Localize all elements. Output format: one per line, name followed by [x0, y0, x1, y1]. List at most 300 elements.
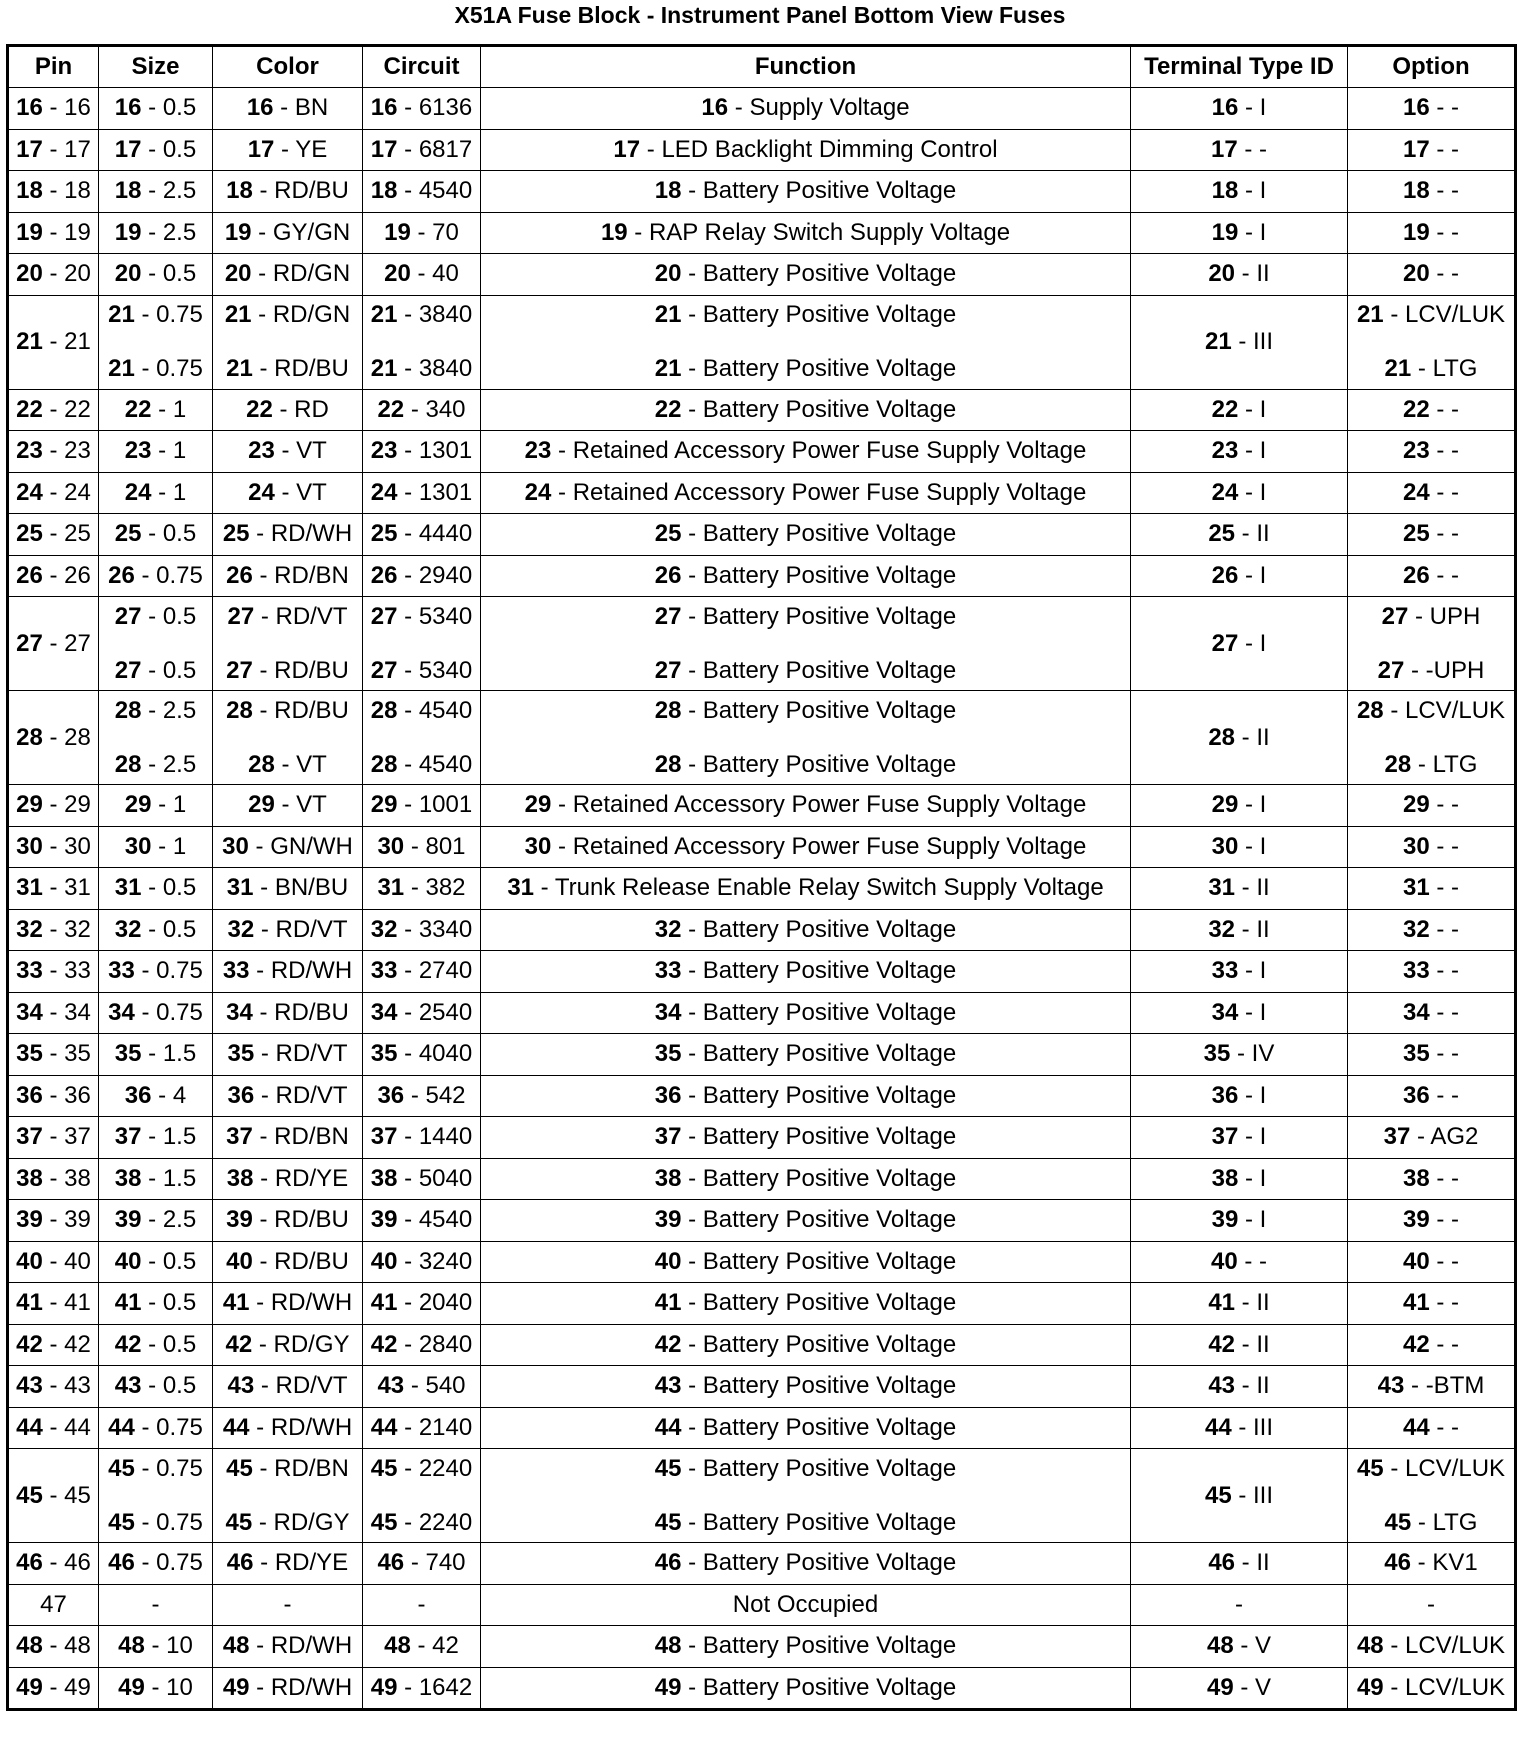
cell-value: - RD/YE	[253, 1164, 349, 1192]
cell-value: - I	[1238, 1206, 1267, 1234]
function-cell	[481, 1200, 1131, 1242]
pin-number-prefix: 29	[248, 791, 275, 819]
pin-number-prefix: 23	[524, 437, 552, 465]
cell-value: - RD/GN	[251, 260, 351, 288]
pin-number-prefix: 48	[222, 1632, 250, 1660]
pin-number-prefix: 45	[226, 1454, 253, 1482]
pin-number-prefix: 43	[1377, 1372, 1405, 1400]
table-row	[8, 1241, 1516, 1283]
pin-number-prefix: 20	[384, 260, 411, 288]
cell-line	[216, 356, 359, 382]
pin-number-prefix: 21	[1356, 301, 1384, 328]
cell-line	[366, 698, 477, 724]
pin-cell	[8, 1117, 99, 1159]
pin-number-prefix: 19	[1211, 218, 1239, 246]
cell-value: - Battery Positive Voltage	[681, 1508, 957, 1536]
pin-number-prefix: 34	[16, 998, 43, 1026]
pin-number-prefix: 32	[1402, 915, 1430, 943]
option-cell	[1348, 254, 1516, 296]
pin-number-prefix: 25	[1208, 520, 1236, 548]
pin-number-prefix: 36	[1211, 1081, 1239, 1109]
cell-value: - RD/YE	[253, 1549, 349, 1577]
circuit-cell	[363, 597, 481, 691]
cell-line	[216, 1166, 359, 1192]
cell-line	[216, 1207, 359, 1233]
cell-value: - Battery Positive Voltage	[681, 1372, 957, 1400]
cell-line	[484, 480, 1127, 506]
cell-value: - 0.5	[141, 1289, 197, 1317]
cell-value: - Battery Positive Voltage	[681, 998, 957, 1026]
cell-line	[484, 1166, 1127, 1192]
cell-value: - I	[1238, 177, 1267, 205]
pin-number-prefix: 16	[701, 94, 729, 122]
pin-number-prefix: 43	[654, 1372, 682, 1400]
pin-number-prefix: 30	[222, 832, 249, 860]
cell-value: - I	[1238, 629, 1267, 657]
cell-value: - 2240	[397, 1454, 473, 1482]
cell-line	[216, 1124, 359, 1150]
cell-value: - RD/BN	[252, 561, 349, 589]
cell-line	[366, 1207, 477, 1233]
option-cell	[1348, 597, 1516, 691]
pin-number-prefix: 48	[118, 1632, 145, 1660]
size-cell	[99, 472, 213, 514]
cell-value: - 34	[42, 998, 91, 1026]
cell-line	[102, 1332, 209, 1358]
pin-number-prefix: 17	[1402, 135, 1430, 163]
pin-number-prefix: 44	[654, 1413, 682, 1441]
cell-value: - 49	[42, 1673, 91, 1701]
column-header-circuit: Circuit	[363, 46, 481, 88]
cell-value: - RD/VT	[254, 1372, 348, 1400]
function-cell	[481, 1158, 1131, 1200]
table-row	[8, 431, 1516, 473]
option-cell	[1348, 785, 1516, 827]
cell-line	[1351, 178, 1511, 204]
option-cell	[1348, 951, 1516, 993]
pin-number-prefix: 48	[1206, 1632, 1234, 1660]
pin-number-prefix: 49	[654, 1673, 682, 1701]
cell-value: - Battery Positive Voltage	[681, 656, 957, 684]
pin-number-prefix: 20	[114, 260, 142, 288]
pin-cell	[8, 1200, 99, 1242]
pin-number-prefix: 46	[226, 1549, 254, 1577]
pin-number-prefix: 34	[108, 998, 135, 1026]
pin-number-prefix: 27	[654, 602, 682, 630]
cell-line	[216, 1290, 359, 1316]
option-cell	[1348, 389, 1516, 431]
function-cell	[481, 597, 1131, 691]
pin-number-prefix: 26	[16, 561, 43, 589]
pin-number-prefix: 18	[16, 177, 43, 205]
size-cell	[99, 129, 213, 171]
terminal-type-cell	[1131, 1543, 1348, 1585]
pin-number-prefix: 32	[1208, 915, 1236, 943]
circuit-cell	[363, 1449, 481, 1543]
size-cell	[99, 514, 213, 556]
option-cell	[1348, 1158, 1516, 1200]
function-cell	[481, 1407, 1131, 1449]
cell-value: - 3240	[397, 1247, 473, 1275]
circuit-cell	[363, 691, 481, 785]
pin-number-prefix: 42	[654, 1330, 682, 1358]
pin-number-prefix: 30	[124, 832, 152, 860]
color-cell	[213, 1543, 363, 1585]
cell-value: - 4	[151, 1081, 187, 1109]
pin-number-prefix: 28	[370, 696, 398, 724]
cell-value: - -	[1429, 874, 1460, 902]
cell-value: - LTG	[1411, 750, 1478, 778]
pin-cell	[8, 389, 99, 431]
cell-value: - 0.5	[141, 874, 197, 902]
cell-value: - 0.75	[134, 1413, 203, 1441]
cell-line	[216, 792, 359, 818]
pin-number-prefix: 42	[225, 1330, 253, 1358]
option-cell	[1348, 1075, 1516, 1117]
pin-number-prefix: 40	[654, 1247, 682, 1275]
pin-number-prefix: 27	[227, 602, 255, 630]
cell-value: - RD/WH	[249, 520, 353, 548]
terminal-type-cell	[1131, 1626, 1348, 1668]
pin-number-prefix: 45	[16, 1481, 43, 1509]
size-cell	[99, 88, 213, 130]
cell-value: - Battery Positive Voltage	[681, 1164, 957, 1192]
pin-number-prefix: 20	[1402, 260, 1430, 288]
pin-cell	[8, 909, 99, 951]
cell-line	[216, 1000, 359, 1026]
pin-number-prefix: 32	[114, 915, 142, 943]
circuit-cell	[363, 1200, 481, 1242]
pin-number-prefix: 26	[108, 561, 135, 589]
pin-cell	[8, 597, 99, 691]
cell-line	[1351, 1249, 1511, 1275]
pin-number-prefix: 42	[114, 1330, 142, 1358]
cell-value: - Battery Positive Voltage	[681, 602, 957, 630]
cell-line	[366, 563, 477, 589]
cell-line	[102, 521, 209, 547]
cell-line	[1351, 137, 1511, 163]
pin-number-prefix: 48	[16, 1632, 43, 1660]
option-cell	[1348, 1584, 1516, 1626]
cell-value: - 1	[151, 437, 187, 465]
cell-value: - 340	[404, 395, 466, 423]
pin-number-prefix: 27	[370, 656, 398, 684]
circuit-cell	[363, 951, 481, 993]
pin-number-prefix: 28	[114, 750, 142, 778]
circuit-cell	[363, 992, 481, 1034]
cell-value: - Battery Positive Voltage	[681, 1040, 957, 1068]
pin-number-prefix: 28	[114, 696, 142, 724]
cell-line	[484, 178, 1127, 204]
size-cell	[99, 992, 213, 1034]
cell-value: - 0.75	[134, 957, 203, 985]
cell-value: - I	[1238, 998, 1267, 1026]
cell-value: - 23	[42, 437, 91, 465]
cell-value: - 4540	[397, 696, 473, 724]
cell-value: - 1	[151, 791, 187, 819]
pin-number-prefix: 36	[16, 1081, 43, 1109]
pin-cell	[8, 1543, 99, 1585]
pin-number-prefix: 17	[114, 135, 142, 163]
pin-number-prefix: 33	[370, 957, 398, 985]
cell-line	[366, 1633, 477, 1659]
pin-number-prefix: 25	[654, 520, 682, 548]
cell-line	[102, 792, 209, 818]
table-row	[8, 472, 1516, 514]
color-cell	[213, 597, 363, 691]
pin-number-prefix: 37	[1211, 1123, 1239, 1151]
function-cell	[481, 785, 1131, 827]
pin-number-prefix: 22	[377, 395, 405, 423]
pin-cell	[8, 691, 99, 785]
cell-line	[216, 1550, 359, 1576]
cell-line	[366, 1000, 477, 1026]
terminal-type-cell	[1131, 1366, 1348, 1408]
pin-cell	[8, 472, 99, 514]
cell-value: - 24	[42, 478, 91, 506]
color-cell	[213, 295, 363, 389]
cell-value: - -	[1429, 1164, 1460, 1192]
cell-value: - V	[1233, 1673, 1272, 1701]
option-cell	[1348, 1407, 1516, 1449]
cell-line	[366, 958, 477, 984]
cell-line	[102, 1456, 209, 1482]
circuit-cell	[363, 88, 481, 130]
cell-value: - 0.75	[134, 1454, 203, 1482]
cell-line	[366, 95, 477, 121]
pin-number-prefix: 28	[654, 750, 682, 778]
cell-value: - I	[1238, 561, 1267, 589]
terminal-type-cell	[1131, 129, 1348, 171]
pin-number-prefix: 22	[654, 395, 682, 423]
cell-value: - I	[1238, 1123, 1267, 1151]
cell-value: - 2.5	[141, 696, 197, 724]
pin-number-prefix: 46	[1384, 1549, 1411, 1577]
pin-number-prefix: 27	[1377, 656, 1405, 684]
cell-line	[484, 1592, 1127, 1618]
table-row	[8, 597, 1516, 691]
size-cell	[99, 1366, 213, 1408]
circuit-cell	[363, 1366, 481, 1408]
pin-number-prefix: 44	[108, 1413, 135, 1441]
pin-number-prefix: 23	[1211, 437, 1239, 465]
cell-value: - 2940	[397, 561, 473, 589]
size-cell	[99, 909, 213, 951]
cell-line	[216, 698, 359, 724]
cell-line	[102, 1550, 209, 1576]
pin-number-prefix: 45	[654, 1508, 682, 1536]
color-cell	[213, 1626, 363, 1668]
pin-number-prefix: 21	[108, 301, 135, 328]
size-cell	[99, 826, 213, 868]
cell-line	[366, 220, 477, 246]
pin-number-prefix: 38	[1402, 1164, 1430, 1192]
cell-value: - VT	[274, 478, 327, 506]
pin-number-prefix: 39	[16, 1206, 43, 1234]
pin-number-prefix: 26	[370, 561, 398, 589]
pin-number-prefix: 38	[114, 1164, 142, 1192]
pin-number-prefix: 40	[114, 1247, 142, 1275]
pin-number-prefix: 24	[248, 478, 275, 506]
cell-value: - 38	[42, 1164, 91, 1192]
pin-number-prefix: 27	[114, 656, 142, 684]
cell-value: - 10	[144, 1673, 193, 1701]
pin-cell	[8, 295, 99, 389]
cell-line	[102, 917, 209, 943]
size-cell	[99, 1034, 213, 1076]
cell-value: - 0.5	[141, 1330, 197, 1358]
terminal-type-cell	[1131, 1241, 1348, 1283]
cell-line	[1351, 1290, 1511, 1316]
cell-value: - -	[1429, 832, 1460, 860]
cell-value: - -	[1429, 915, 1460, 943]
pin-number-prefix: 16	[1211, 94, 1239, 122]
circuit-cell	[363, 1117, 481, 1159]
cell-line	[366, 1290, 477, 1316]
cell-value: - 18	[42, 177, 91, 205]
function-cell	[481, 1366, 1131, 1408]
cell-line	[216, 220, 359, 246]
cell-value: - -	[1429, 1040, 1460, 1068]
function-cell	[481, 992, 1131, 1034]
pin-number-prefix: 31	[226, 874, 254, 902]
function-cell	[481, 1241, 1131, 1283]
pin-number-prefix: 27	[1381, 602, 1409, 630]
cell-line	[102, 1249, 209, 1275]
function-cell	[481, 171, 1131, 213]
pin-cell	[8, 785, 99, 827]
size-cell	[99, 1584, 213, 1626]
cell-line	[366, 1550, 477, 1576]
pin-number-prefix: 37	[370, 1123, 398, 1151]
cell-value: - Battery Positive Voltage	[681, 1632, 957, 1660]
cell-value: - 2.5	[141, 1206, 197, 1234]
cell-value: - 0.75	[134, 998, 203, 1026]
cell-value: - 0.5	[141, 520, 197, 548]
cell-value: - Battery Positive Voltage	[681, 1081, 957, 1109]
option-cell	[1348, 1667, 1516, 1710]
pin-number-prefix: 49	[222, 1673, 250, 1701]
cell-line	[102, 480, 209, 506]
pin-number-prefix: 39	[370, 1206, 398, 1234]
cell-value: - -	[1429, 561, 1460, 589]
cell-value: - 5040	[397, 1164, 473, 1192]
pin-number-prefix: 42	[16, 1330, 43, 1358]
pin-number-prefix: 24	[1402, 478, 1430, 506]
cell-value: - -	[1429, 1413, 1460, 1441]
size-cell	[99, 951, 213, 993]
cell-value: - 29	[42, 791, 91, 819]
cell-line	[366, 178, 477, 204]
cell-line	[102, 563, 209, 589]
cell-value: - II	[1235, 1372, 1270, 1400]
cell-value: - LCV/LUK	[1383, 1673, 1506, 1701]
cell-value: - 28	[42, 723, 91, 751]
table-row	[8, 785, 1516, 827]
pin-number-prefix: 17	[16, 135, 43, 163]
pin-number-prefix: 23	[124, 437, 152, 465]
circuit-cell	[363, 1283, 481, 1325]
cell-line	[484, 302, 1127, 328]
cell-value: - LCV/LUK	[1383, 1454, 1506, 1482]
pin-number-prefix: 35	[1203, 1040, 1231, 1068]
circuit-cell	[363, 826, 481, 868]
cell-value: - BN	[273, 94, 329, 122]
pin-number-prefix: 37	[1383, 1123, 1411, 1151]
cell-line	[366, 397, 477, 423]
function-cell	[481, 951, 1131, 993]
cell-line	[216, 1415, 359, 1441]
cell-line	[1351, 1207, 1511, 1233]
size-cell	[99, 1407, 213, 1449]
cell-line	[366, 752, 477, 778]
terminal-type-cell	[1131, 1034, 1348, 1076]
cell-value: - 2.5	[141, 750, 197, 778]
cell-value: - Battery Positive Voltage	[681, 1673, 957, 1701]
table-row	[8, 514, 1516, 556]
cell-value: - I	[1238, 94, 1267, 122]
circuit-cell	[363, 1584, 481, 1626]
terminal-type-cell	[1131, 88, 1348, 130]
pin-cell	[8, 1075, 99, 1117]
pin-number-prefix: 19	[1402, 218, 1430, 246]
function-cell	[481, 514, 1131, 556]
cell-line	[366, 521, 477, 547]
cell-value: - -BTM	[1404, 1372, 1485, 1400]
color-cell	[213, 1158, 363, 1200]
pin-number-prefix: 26	[1402, 561, 1430, 589]
cell-value: - RD/VT	[254, 1040, 348, 1068]
pin-number-prefix: 41	[114, 1289, 142, 1317]
cell-line	[484, 875, 1127, 901]
cell-value: - -	[1429, 520, 1460, 548]
cell-value: - III	[1231, 328, 1274, 355]
pin-number-prefix: 37	[654, 1123, 682, 1151]
pin-number-prefix: 39	[654, 1206, 682, 1234]
table-row	[8, 1584, 1516, 1626]
color-cell	[213, 1407, 363, 1449]
table-row	[8, 88, 1516, 130]
cell-value: - 22	[42, 395, 91, 423]
pin-number-prefix: 40	[1210, 1247, 1238, 1275]
table-row	[8, 171, 1516, 213]
cell-line	[366, 604, 477, 630]
cell-line	[366, 917, 477, 943]
function-cell	[481, 1283, 1131, 1325]
color-cell	[213, 1667, 363, 1710]
cell-value: - 33	[42, 957, 91, 985]
color-cell	[213, 431, 363, 473]
pin-number-prefix: 29	[124, 791, 152, 819]
cell-line	[366, 356, 477, 382]
fuse-table	[6, 44, 1517, 1711]
circuit-cell	[363, 171, 481, 213]
cell-line	[1351, 1415, 1511, 1441]
pin-cell	[8, 555, 99, 597]
cell-value: - Battery Positive Voltage	[681, 355, 957, 382]
cell-value: - IV	[1230, 1040, 1275, 1068]
cell-line	[1351, 521, 1511, 547]
cell-line	[216, 480, 359, 506]
cell-value: - 3840	[397, 355, 473, 382]
pin-number-prefix: 29	[524, 791, 552, 819]
cell-value: - 40	[42, 1247, 91, 1275]
pin-number-prefix: 22	[124, 395, 152, 423]
cell-value: - 542	[404, 1081, 466, 1109]
cell-line	[216, 302, 359, 328]
cell-value: - Battery Positive Voltage	[681, 957, 957, 985]
cell-line	[484, 1456, 1127, 1482]
